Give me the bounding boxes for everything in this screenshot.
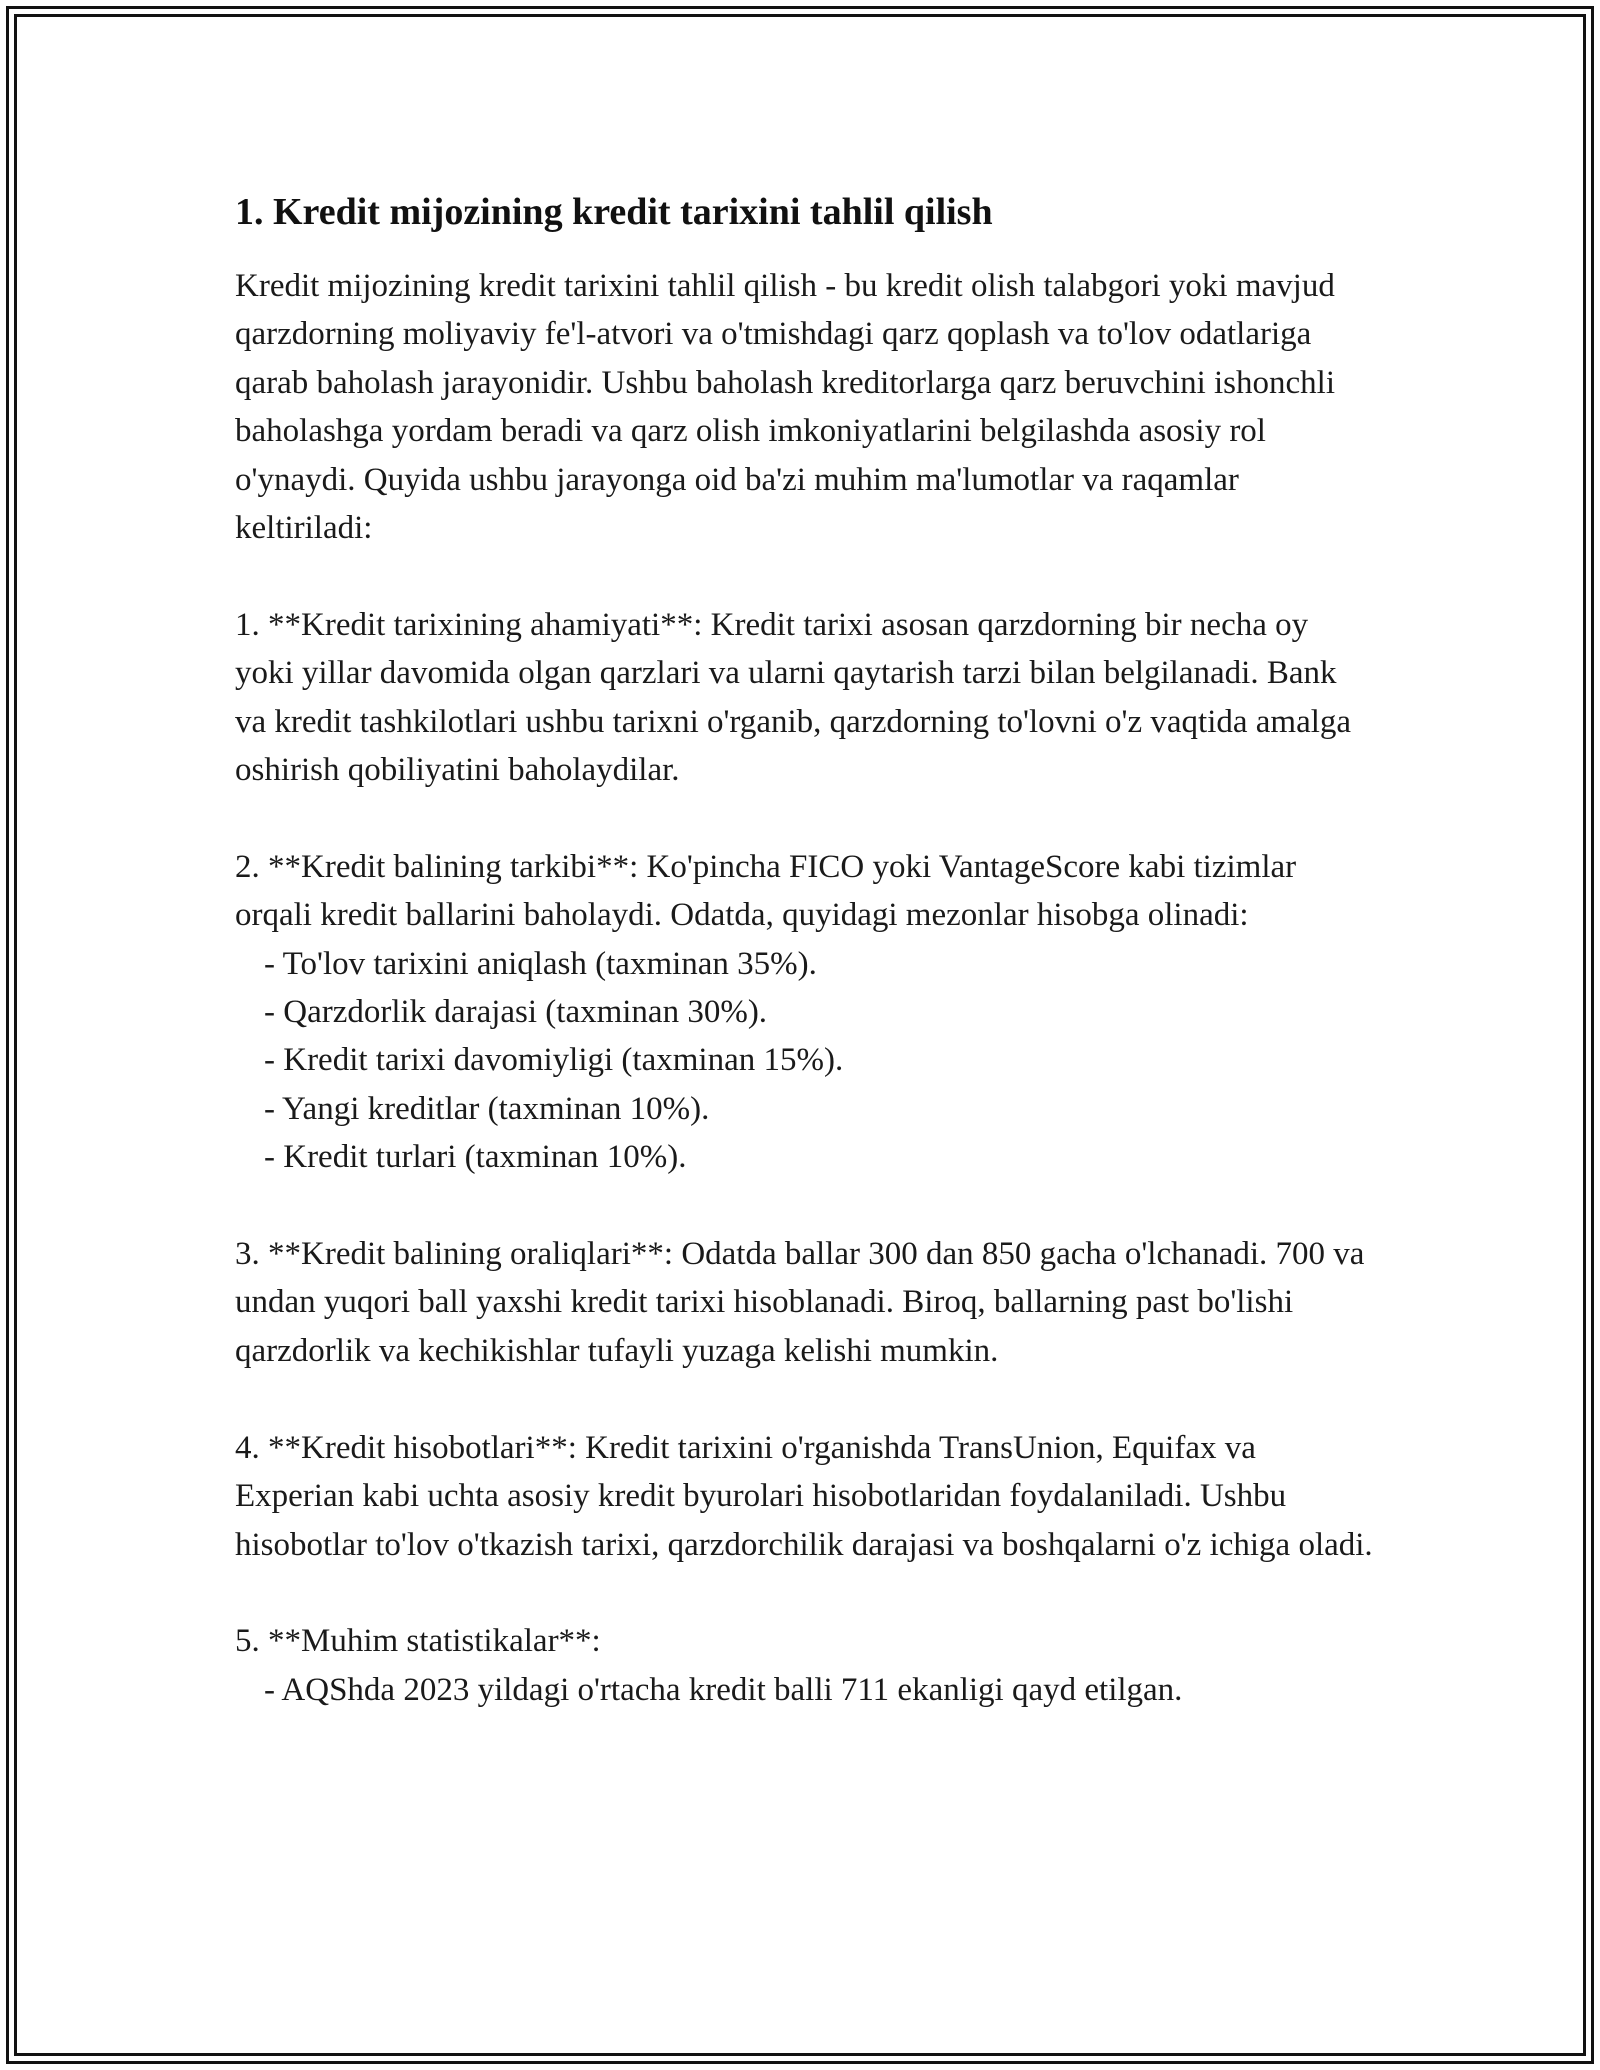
list-item: - Yangi kreditlar (taxminan 10%). (264, 1090, 710, 1127)
list-item: - Kredit turlari (taxminan 10%). (264, 1139, 687, 1176)
list-item: - AQShda 2023 yildagi o'rtacha kredit balli 711 ekanligi qayd etilgan. (264, 1671, 1183, 1708)
paragraph-gap (235, 1182, 1375, 1230)
list-item: - To'lov tarixini aniqlash (taxminan 35%). (264, 945, 817, 982)
document-title: 1. Kredit mijozining kredit tarixini tahlil qilish (235, 191, 993, 233)
paragraph-gap (235, 552, 1375, 600)
section-2-paragraph: 2. **Kredit balining tarkibi**: Ko'pincha FICO yoki VantageScore kabi tizimlar orqali kredit ballarini baholaydi. Odatda, quyidagi mezonlar hisobga olinadi: (235, 848, 1305, 934)
document-body (235, 186, 1375, 1714)
intro-paragraph: Kredit mijozining kredit tarixini tahlil qilish - bu kredit olish talabgori yoki mavjud qarzdorning moliyaviy fe'l-atvori va o'tmishdagi qarz qoplash va to'lov odatlariga qarab baholash jarayonidir. Ushbu baholash kreditorlarga qarz beruvchini ishonchli baholashga yordam beradi va qarz olish imkoniyatlarini belgilashda asosiy rol o'ynaydi. Quyida ushbu jarayonga oid ba'zi muhim ma'lumotlar va raqamlar keltiriladi: (235, 268, 1344, 547)
section-3-paragraph: 3. **Kredit balining oraliqlari**: Odatda ballar 300 dan 850 gacha o'lchanadi. 700 va undan yuqori ball yaxshi kredit tarixi hisoblanadi. Biroq, ballarning past bo'lishi qarzdorlik va kechikishlar tufayli yuzaga kelishi mumkin. (235, 1236, 1373, 1369)
section-4-paragraph: 4. **Kredit hisobotlari**: Kredit tarixini o'rganishda TransUnion, Equifax va Experian kabi uchta asosiy kredit byurolari hisobotlaridan foydalaniladi. Ushbu hisobotlar to'lov o'tkazish tarixi, qarzdorchilik darajasi va boshqalarni o'z ichiga oladi. (235, 1429, 1373, 1563)
paragraph-gap (235, 1569, 1375, 1617)
paragraph-gap (235, 794, 1375, 842)
section-1-paragraph: 1. **Kredit tarixining ahamiyati**: Kredit tarixi asosan qarzdorning bir necha oy yoki yillar davomida olgan qarzlari va ularni qaytarish tarzi bilan belgilanadi. Bank va kredit tashkilotlari ushbu tarixni o'rganib, qarzdorning to'lovni o'z vaqtida amalga oshirish qobiliyatini baholaydilar. (235, 606, 1360, 789)
section-5-paragraph: 5. **Muhim statistikalar**: (235, 1623, 601, 1660)
paragraph-gap (235, 1375, 1375, 1423)
list-item: - Qarzdorlik darajasi (taxminan 30%). (264, 994, 768, 1031)
list-item: - Kredit tarixi davomiyligi (taxminan 15%). (264, 1042, 844, 1079)
